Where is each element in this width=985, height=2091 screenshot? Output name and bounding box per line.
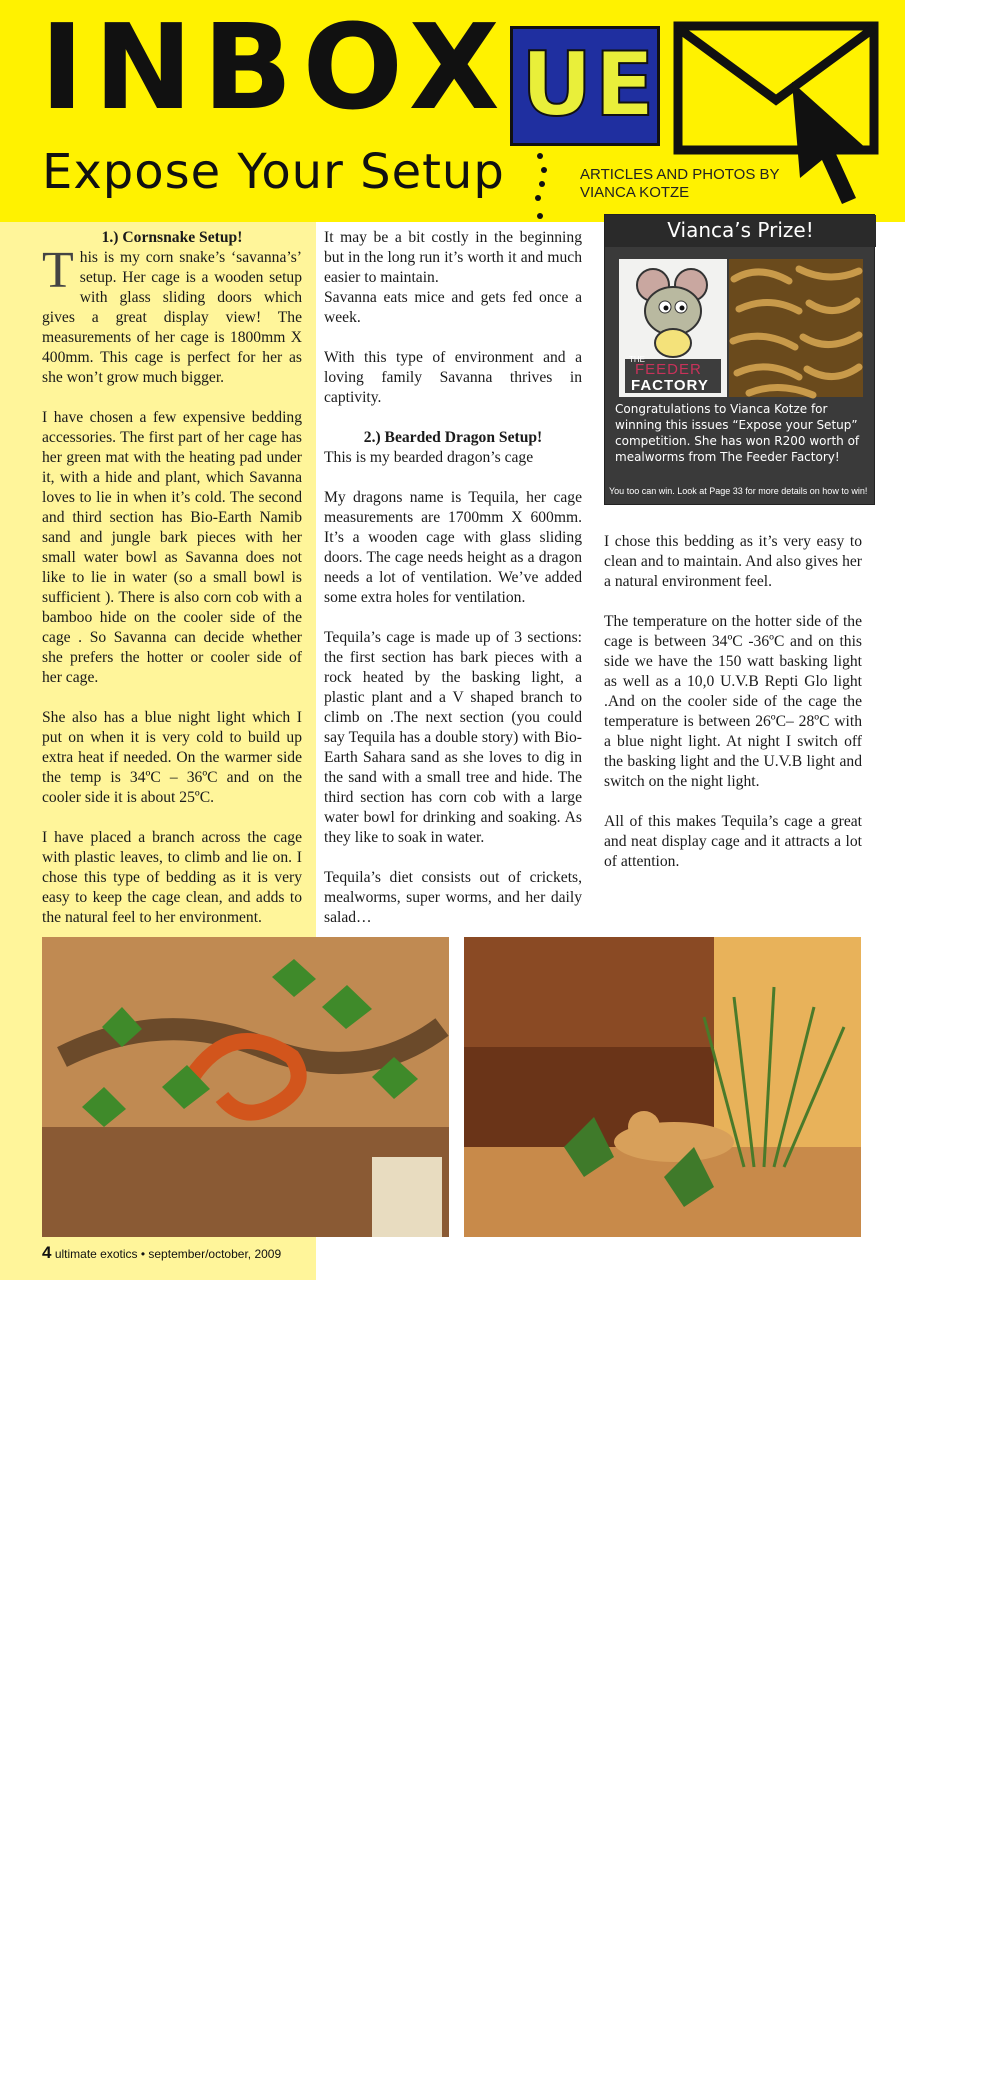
paragraph: I have placed a branch across the cage with plastic leaves, to climb and lie on. I chose this type of bedding as it is very easy to keep the cage clean, and adds to the natural feel to her environment.	[42, 829, 302, 926]
paragraph: My dragons name is Tequila, her cage measurements are 1700mm X 600mm. It’s a wooden cage with glass sliding doors. The cage needs height as a dragon needs a lot of ventilation. We’ve added some extra holes for ventilation.	[324, 489, 582, 606]
paragraph: This is my bearded dragon’s cage	[324, 449, 534, 466]
logo-word-factory: FACTORY	[631, 377, 709, 394]
photo-caption: Vianca’s Cornsnake setup	[304, 2077, 443, 2091]
feeder-factory-logo	[619, 259, 727, 397]
mealworms-photo	[729, 259, 863, 397]
column-1	[42, 228, 302, 948]
column-3	[604, 532, 862, 892]
page-footer	[42, 1243, 281, 1263]
paragraph: She also has a blue night light which I put on when it is very cold to build up extra heat if needed. On the warmer side the temp is 34ºC – 36ºC and on the cooler side it is about 25ºC.	[42, 709, 302, 806]
logo-word-feeder: FEEDER	[635, 361, 702, 378]
ue-badge-text: UE	[521, 33, 657, 136]
column-2	[324, 228, 582, 948]
prize-footnote: You too can win. Look at Page 33 for more details on how to win!	[609, 486, 868, 496]
prize-title: Vianca’s Prize!	[605, 215, 876, 247]
prize-announcement: Congratulations to Vianca Kotze for winning this issues “Expose your Setup” competition. She has won R200 worth of mealworms from The Feeder Factory!	[615, 402, 860, 464]
paragraph: The temperature on the hotter side of the cage is between 34ºC -36ºC and on this side we have the 150 watt basking light as well as a 10,0 U.V.B Repti Glo light .And on the cooler side of the cage the temperature is between 26ºC– 28ºC with a blue night light. At night I switch off the basking light and the U.V.B light and switch on the night light.	[604, 613, 862, 790]
photo-caption: Vianca’s Bearded Dragon setup	[940, 1880, 985, 1936]
section-heading-bearded-dragon: 2.) Bearded Dragon Setup!	[363, 429, 543, 446]
logo-word-the: THE	[629, 355, 645, 364]
paragraph: All of this makes Tequila’s cage a great and neat display cage and it attracts a lot of attention.	[604, 813, 862, 870]
credit-line-2: VIANCA KOTZE	[580, 184, 690, 201]
paragraph: This is my corn snake’s ‘savanna’s’ setup. Her cage is a wooden setup with glass sliding doors which gives a great display view! The measurements of her cage is 1800mm X 400mm. This cage is perfect for her as she won’t grow much bigger.	[42, 242, 302, 386]
bearded-dragon-image	[464, 937, 861, 1237]
magazine-section-title: INBOX	[40, 0, 510, 136]
page-number: 4	[42, 1243, 52, 1262]
drop-cap: T	[42, 242, 74, 299]
ue-badge	[510, 26, 660, 146]
paragraph: Savanna eats mice and gets fed once a week.	[324, 289, 582, 326]
cornsnake-image	[42, 937, 449, 1237]
decorative-dots	[530, 150, 550, 222]
bearded-dragon-photo	[464, 937, 985, 1936]
article-title: Expose Your Setup	[42, 144, 505, 200]
paragraph: Tequila’s cage is made up of 3 sections: the first section has bark pieces with a rock heated by the basking light, a plastic plant and a V shaped branch to climb on .The next section (you could say Tequila has a double story) with Bio-Earth Sahara sand as she loves to dig in the sand with a small tree and hide. The third section has corn cob with a large water bowl for drinking and soaking. As they like to soak in water.	[324, 629, 582, 846]
paragraph: I chose this bedding as it’s very easy to clean and to maintain. And also gives her a natural environment feel.	[604, 533, 862, 590]
paragraph: Tequila’s diet consists out of crickets, mealworms, super worms, and her daily salad…	[324, 869, 582, 926]
author-credit	[580, 166, 780, 202]
paragraph: It may be a bit costly in the beginning but in the long run it’s worth it and much easier to maintain.	[324, 229, 582, 286]
mealworms-image	[729, 259, 863, 397]
paragraph: With this type of environment and a loving family Savanna thrives in captivity.	[324, 349, 582, 406]
section-heading-cornsnake: 1.) Cornsnake Setup!	[101, 229, 243, 246]
credit-line-1: ARTICLES AND PHOTOS BY	[580, 166, 780, 183]
prize-box	[604, 214, 875, 505]
publication-info: ultimate exotics • september/october, 2009	[54, 1247, 282, 1261]
paragraph: I have chosen a few expensive bedding accessories. The first part of her cage has her green mat with the heating pad under it, with a hide and plant, which Savanna loves to lie in when it’s cold. The second and third section has Bio-Earth Namib sand and jungle bark pieces with her small water bowl as Savanna does not like to lie in water (so a small bowl is sufficient ). There is also corn cob with a bamboo hide on the cooler side of the cage . So Savanna can decide whether she prefers the hotter or cooler side of her cage.	[42, 409, 302, 686]
